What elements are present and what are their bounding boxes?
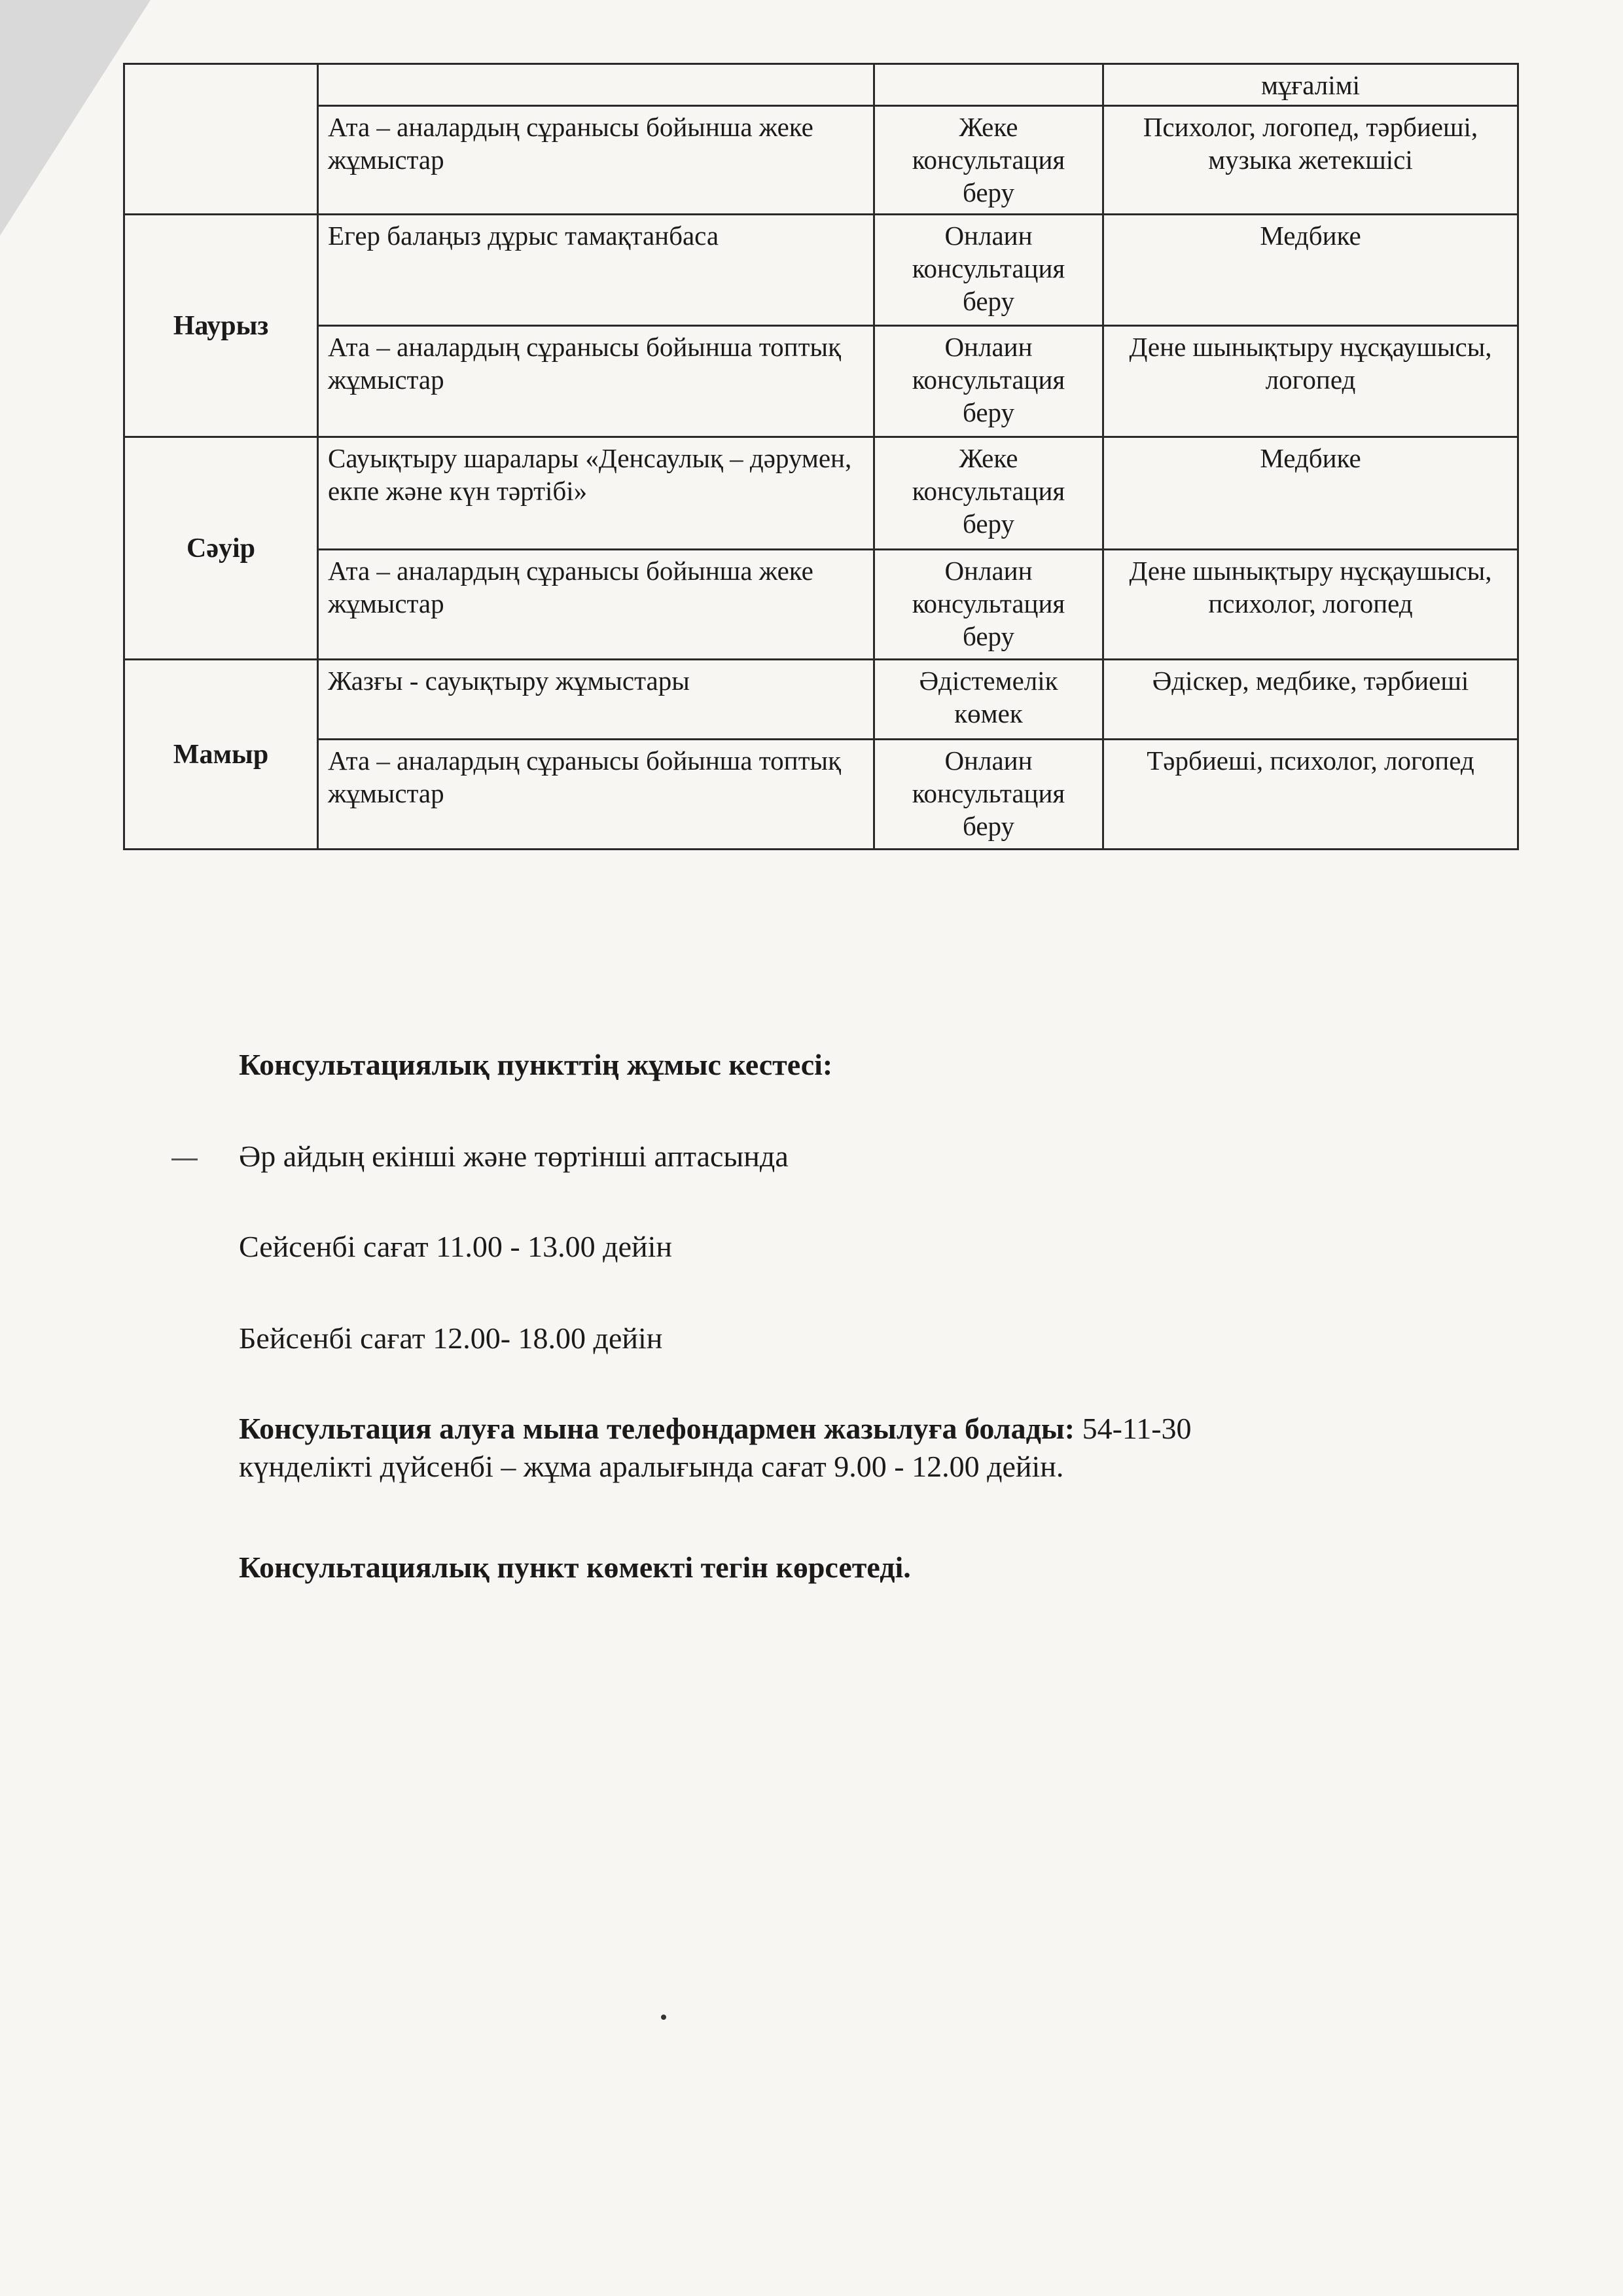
phone-hours: күнделікті дүйсенбі – жұма аралығында сағат 9.00 - 12.00 дейін. <box>239 1449 1064 1483</box>
month-cell: Сәуір <box>124 437 318 660</box>
responsible-cell: Дене шынықтыру нұсқаушысы, логопед <box>1103 326 1518 437</box>
topic-cell: Жазғы - сауықтыру жұмыстары <box>318 660 874 740</box>
table-row <box>124 326 1518 437</box>
month-cell: Мамыр <box>124 660 318 850</box>
responsible-cell: Психолог, логопед, тәрбиеші, музыка жетекшісі <box>1103 106 1518 215</box>
phone-number: 54-11-30 <box>1075 1412 1192 1445</box>
free-service-note: Консультациялық пункт көмекті тегін көрсетеді. <box>239 1551 911 1584</box>
responsible-cell: мұғалімі <box>1103 64 1518 106</box>
phone-label: Консультация алуға мына телефондармен жазылуға болады: <box>239 1412 1075 1445</box>
schedule-weeks: Әр айдың екінші және төртінші аптасында <box>239 1139 789 1173</box>
form-cell: Әдістемелік көмек <box>874 660 1103 740</box>
responsible-cell: Медбике <box>1103 215 1518 326</box>
consultation-plan-table <box>123 63 1519 850</box>
stray-dot <box>661 2015 666 2020</box>
form-cell: Онлаин консультация беру <box>874 326 1103 437</box>
form-cell: Жеке консультация беру <box>874 106 1103 215</box>
topic-cell: Сауықтыру шаралары «Денсаулық – дәрумен, екпе және күн тәртібі» <box>318 437 874 550</box>
topic-cell: Ата – аналардың сұранысы бойынша жеке жұмыстар <box>318 106 874 215</box>
form-cell <box>874 64 1103 106</box>
form-cell: Жеке консультация беру <box>874 437 1103 550</box>
responsible-cell: Әдіскер, медбике, тәрбиеші <box>1103 660 1518 740</box>
month-cell <box>124 64 318 215</box>
table-row <box>124 740 1518 850</box>
table-row <box>124 550 1518 660</box>
responsible-cell: Дене шынықтыру нұсқаушысы, психолог, логопед <box>1103 550 1518 660</box>
schedule-tuesday: Сейсенбі сағат 11.00 - 13.00 дейін <box>239 1230 673 1263</box>
margin-mark <box>171 1158 198 1160</box>
responsible-cell: Тәрбиеші, психолог, логопед <box>1103 740 1518 850</box>
schedule-heading: Консультациялық пункттің жұмыс кестесі: <box>239 1048 833 1081</box>
form-cell: Онлаин консультация беру <box>874 215 1103 326</box>
topic-cell: Ата – аналардың сұранысы бойынша топтық жұмыстар <box>318 326 874 437</box>
table-row <box>124 660 1518 740</box>
responsible-cell: Медбике <box>1103 437 1518 550</box>
topic-cell <box>318 64 874 106</box>
phone-paragraph <box>239 1410 1192 1485</box>
form-cell: Онлаин консультация беру <box>874 550 1103 660</box>
topic-cell: Егер балаңыз дұрыс тамақтанбаса <box>318 215 874 326</box>
form-cell: Онлаин консультация беру <box>874 740 1103 850</box>
schedule-thursday: Бейсенбі сағат 12.00- 18.00 дейін <box>239 1321 663 1355</box>
table-row <box>124 106 1518 215</box>
table-row <box>124 437 1518 550</box>
table-row <box>124 64 1518 106</box>
topic-cell: Ата – аналардың сұранысы бойынша топтық жұмыстар <box>318 740 874 850</box>
month-cell: Наурыз <box>124 215 318 437</box>
table-row <box>124 215 1518 326</box>
topic-cell: Ата – аналардың сұранысы бойынша жеке жұмыстар <box>318 550 874 660</box>
